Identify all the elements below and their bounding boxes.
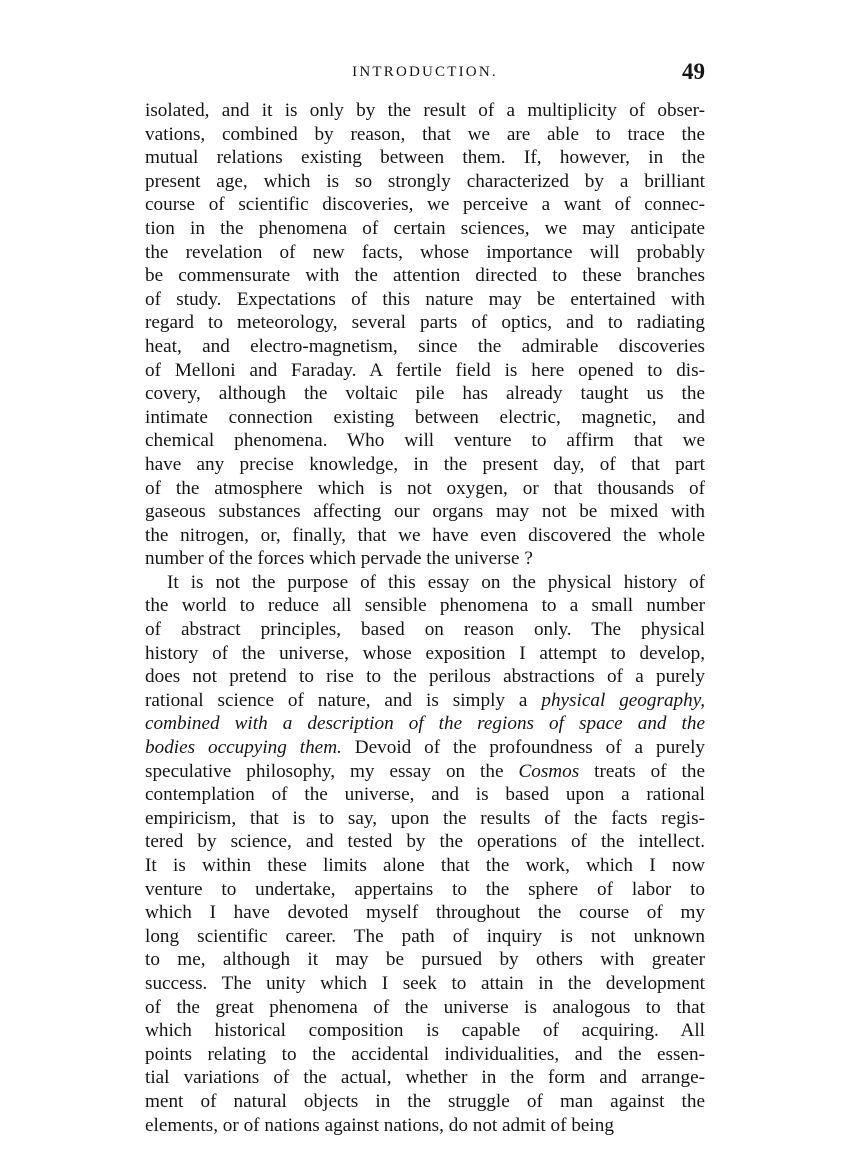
text-run: Devoid of the profoundness of a purely bbox=[341, 737, 705, 759]
text-line bbox=[145, 453, 705, 477]
text-line bbox=[145, 736, 705, 760]
text-line bbox=[145, 1066, 705, 1090]
text-line bbox=[145, 382, 705, 406]
paragraph bbox=[145, 571, 705, 1137]
text-line bbox=[145, 901, 705, 925]
text-run: tion in the phenomena of certain sciences, we may anticipate bbox=[145, 217, 705, 239]
text-line bbox=[145, 783, 705, 807]
text-line bbox=[145, 807, 705, 831]
text-line bbox=[145, 311, 705, 335]
text-line bbox=[145, 948, 705, 972]
text-line bbox=[145, 1019, 705, 1043]
text-run: rational science of nature, and is simply a bbox=[145, 689, 542, 711]
text-line bbox=[145, 1043, 705, 1067]
text-line bbox=[145, 854, 705, 878]
text-run: ment of natural objects in the struggle of man against the bbox=[145, 1090, 705, 1112]
text-run: gaseous substances affecting our organs may not be mixed with bbox=[145, 501, 705, 523]
text-line bbox=[145, 217, 705, 241]
text-line bbox=[145, 359, 705, 383]
text-line bbox=[145, 500, 705, 524]
text-run: of the atmosphere which is not oxygen, or that thousands of bbox=[145, 477, 705, 499]
text-line bbox=[145, 712, 705, 736]
italic-text: Cosmos bbox=[518, 760, 580, 782]
text-run: long scientific career. The path of inquiry is not unknown bbox=[145, 925, 705, 947]
text-run: empiricism, that is to say, upon the results of the facts regis- bbox=[145, 807, 705, 829]
paragraph bbox=[145, 99, 705, 571]
text-run: regard to meteorology, several parts of optics, and to radiating bbox=[145, 312, 705, 334]
text-line bbox=[145, 618, 705, 642]
text-run: does not pretend to rise to the perilous abstractions of a purely bbox=[145, 666, 705, 688]
text-run: present age, which is so strongly characterized by a brilliant bbox=[145, 170, 705, 192]
text-line bbox=[145, 594, 705, 618]
text-line bbox=[145, 1114, 705, 1138]
text-run: intimate connection existing between electric, magnetic, and bbox=[145, 406, 705, 428]
text-line bbox=[145, 264, 705, 288]
text-run: chemical phenomena. Who will venture to affirm that we bbox=[145, 430, 705, 452]
text-run: which I have devoted myself throughout the course of my bbox=[145, 902, 705, 924]
text-line bbox=[145, 689, 705, 713]
text-run: covery, although the voltaic pile has already taught us the bbox=[145, 383, 705, 405]
text-run: treats of the bbox=[579, 760, 705, 782]
text-line bbox=[145, 972, 705, 996]
text-line bbox=[145, 99, 705, 123]
text-run: heat, and electro-magnetism, since the admirable discoveries bbox=[145, 335, 705, 357]
body-text bbox=[145, 99, 705, 1137]
text-run: tered by science, and tested by the operations of the intellect. bbox=[145, 831, 705, 853]
text-run: of study. Expectations of this nature may be entertained with bbox=[145, 288, 705, 310]
text-run: points relating to the accidental individualities, and the essen- bbox=[145, 1043, 705, 1065]
text-run: tial variations of the actual, whether in the form and arrange- bbox=[145, 1067, 705, 1089]
text-run: which historical composition is capable of acquiring. All bbox=[145, 1020, 705, 1042]
text-run: the world to reduce all sensible phenomena to a small number bbox=[145, 595, 705, 617]
text-run: mutual relations existing between them. If, however, in the bbox=[145, 147, 705, 169]
text-run: course of scientific discoveries, we perceive a want of connec- bbox=[145, 194, 705, 216]
text-line bbox=[145, 406, 705, 430]
text-run: It is within these limits alone that the work, which I now bbox=[145, 855, 705, 876]
running-header bbox=[145, 59, 705, 88]
text-line bbox=[145, 429, 705, 453]
text-run: speculative philosophy, my essay on the bbox=[145, 760, 519, 782]
text-run: the nitrogen, or, finally, that we have even discovered the whole bbox=[145, 524, 705, 546]
text-run: history of the universe, whose exposition I attempt to develop, bbox=[145, 642, 705, 664]
text-run: elements, or of nations against nations, do not admit of being bbox=[145, 1114, 614, 1136]
text-run: number of the forces which pervade the universe ? bbox=[145, 548, 533, 570]
text-line bbox=[145, 760, 705, 784]
text-line bbox=[145, 925, 705, 949]
text-line bbox=[145, 571, 705, 595]
text-run: be commensurate with the attention directed to these branches bbox=[145, 265, 705, 287]
text-line bbox=[145, 878, 705, 902]
text-line bbox=[145, 665, 705, 689]
italic-text: bodies occupying them. bbox=[145, 737, 342, 759]
text-line bbox=[145, 524, 705, 548]
text-line bbox=[145, 335, 705, 359]
text-run: the revelation of new facts, whose importance will probably bbox=[145, 241, 705, 263]
text-line bbox=[145, 547, 705, 571]
text-line bbox=[145, 288, 705, 312]
text-line bbox=[145, 830, 705, 854]
text-run: contemplation of the universe, and is based upon a rational bbox=[145, 784, 705, 806]
text-line bbox=[145, 996, 705, 1020]
text-line bbox=[145, 123, 705, 147]
text-run: It is not the purpose of this essay on the physical history of bbox=[167, 571, 705, 593]
text-line bbox=[145, 642, 705, 666]
italic-text: combined with a description of the regions of space and the bbox=[145, 713, 705, 735]
text-run: success. The unity which I seek to attain in the development bbox=[145, 972, 705, 994]
text-run: of abstract principles, based on reason only. The physical bbox=[145, 619, 705, 641]
text-run: of Melloni and Faraday. A fertile field is here opened to dis- bbox=[145, 359, 705, 381]
page-number: 49 bbox=[682, 59, 705, 84]
text-line bbox=[145, 193, 705, 217]
text-line bbox=[145, 170, 705, 194]
text-run: venture to undertake, appertains to the sphere of labor to bbox=[145, 878, 705, 900]
text-line bbox=[145, 146, 705, 170]
running-title: INTRODUCTION. bbox=[352, 64, 498, 80]
text-run: to me, although it may be pursued by others with greater bbox=[145, 949, 705, 971]
text-line bbox=[145, 477, 705, 501]
italic-text: physical geography, bbox=[541, 689, 705, 711]
text-line bbox=[145, 1090, 705, 1114]
text-run: isolated, and it is only by the result of a multiplicity of obser- bbox=[145, 100, 705, 121]
text-run: have any precise knowledge, in the present day, of that part bbox=[145, 453, 705, 475]
text-line bbox=[145, 241, 705, 265]
text-run: of the great phenomena of the universe is analogous to that bbox=[145, 996, 705, 1018]
text-run: vations, combined by reason, that we are able to trace the bbox=[145, 123, 705, 145]
